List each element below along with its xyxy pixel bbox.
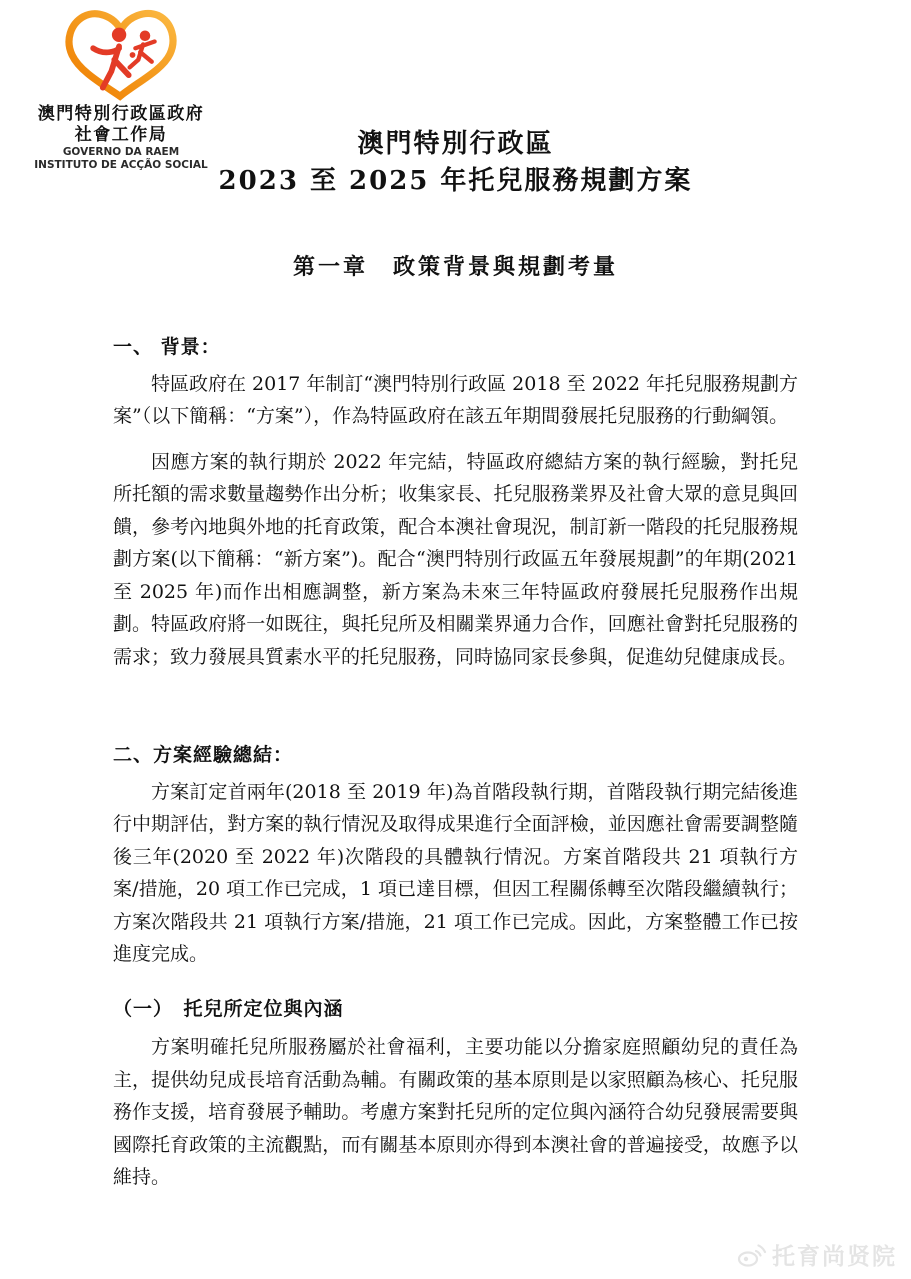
section-1-paragraph-2: 因應方案的執行期於 2022 年完結，特區政府總結方案的執行經驗，對托兒所托額的需求數量趨勢作出分析；收集家長、托兒服務業界及社會大眾的意見與回饋，參考內地與外地的托育政策，配合本澳社會現況，制訂新一階段的托兒服務規劃方案(以下簡稱：“新方案”)。配合“澳門特別行政區五年發展規劃”的年期(2021 至 2025 年)而作出相應調整，新方案為未來三年特區政府發展托兒服務作出規劃。特區政府將一如既往，與托兒所及相關業界通力合作，回應社會對托兒服務的需求；致力發展具質素水平的托兒服務，同時協同家長參與，促進幼兒健康成長。: [113, 450, 798, 668]
agency-name-zh-line2: 社會工作局: [74, 125, 168, 145]
agency-logo-block: [26, 6, 216, 172]
subsection-1-heading: （一） 托兒所定位與內涵: [113, 997, 344, 1020]
watermark-text: 托育尚贤院: [772, 1244, 897, 1270]
chapter-heading: 第一章 政策背景與規劃考量: [292, 254, 618, 280]
section-2-paragraph-1: 方案訂定首兩年(2018 至 2019 年)為首階段執行期，首階段執行期完結後進行中期評估，對方案的執行情況及取得成果進行全面評檢，並因應社會需要調整隨後三年(2020 至 2022 年)次階段的具體執行情況。方案首階段共 21 項執行方案/措施，20 項工作已完成，1 項已達目標，但因工程關係轉至次階段繼續執行；方案次階段共 21 項執行方案/措施，21 項工作已完成。因此，方案整體工作已按進度完成。: [113, 780, 798, 965]
section-1-paragraph-1: 特區政府在 2017 年制訂“澳門特別行政區 2018 至 2022 年托兒服務規劃方案”（以下簡稱：“方案”），作為特區政府在該五年期間發展托兒服務的行動綱領。: [113, 372, 799, 427]
weibo-icon: [737, 1242, 767, 1268]
section-1-heading: 一、 背景：: [113, 336, 221, 358]
subsection-1-paragraph-1: 方案明確托兒所服務屬於社會福利，主要功能以分擔家庭照顧幼兒的責任為主，提供幼兒成長培育活動為輔。有關政策的基本原則是以家照顧為核心、托兒服務作支援，培育發展予輔助。考慮方案對托兒所的定位與內涵符合幼兒發展需要與國際托育政策的主流觀點，而有關基本原則亦得到本澳社會的普遍接受，故應予以維持。: [113, 1036, 798, 1188]
agency-name-zh-line1: 澳門特別行政區政府: [37, 104, 205, 124]
agency-name-pt-line2: INSTITUTO DE ACÇÃO SOCIAL: [34, 159, 208, 171]
document-title-line1: 澳門特別行政區: [357, 129, 554, 159]
section-2-heading: 二、方案經驗總結：: [113, 744, 294, 766]
document-body: [113, 331, 798, 1194]
agency-name-pt-line1: GOVERNO DA RAEM: [62, 146, 180, 158]
heart-logo-icon: [57, 6, 185, 102]
document-title-line2: 2023 至 2025 年托兒服務規劃方案: [218, 166, 693, 196]
watermark: [737, 1238, 897, 1271]
